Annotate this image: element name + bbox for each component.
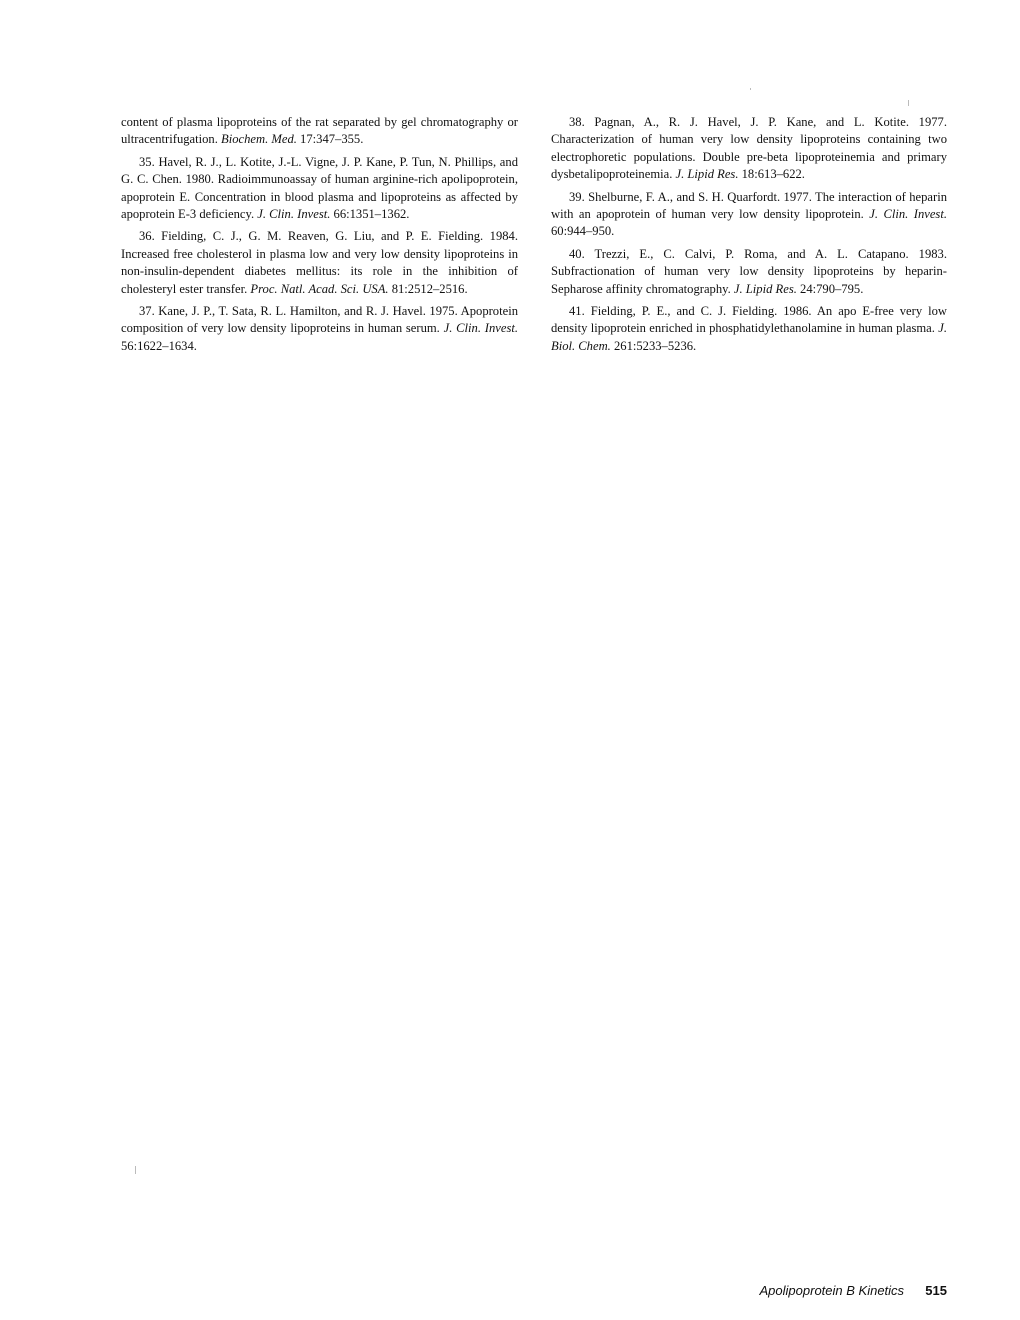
citation-volume-pages: 60:944–950. — [551, 224, 615, 239]
journal-name: J. Clin. Invest. — [443, 321, 518, 336]
journal-name: J. Clin. Invest. — [869, 207, 947, 222]
journal-name: J. Biol. Chem. — [551, 321, 947, 353]
page-number: 515 — [925, 1283, 947, 1298]
reference-text: 40. Trezzi, E., C. Calvi, P. Roma, and A. L. Catapano. 1983. Subfractionation of human very low density lipoproteins by heparin-Sepharose affinity chromatography. — [551, 246, 947, 296]
reference-text: 36. Fielding, C. J., G. M. Reaven, G. Liu, and P. E. Fielding. 1984. Increased free cholesterol in plasma low and very low density lipoproteins in non-insulin-dependent diabetes mellitus: its role in the inhibition of cholesteryl ester transfer. — [121, 229, 518, 296]
journal-name: Biochem. Med. — [221, 132, 297, 147]
reference-entry — [121, 228, 518, 298]
reference-entry — [551, 246, 947, 298]
reference-text: 38. Pagnan, A., R. J. Havel, J. P. Kane, and L. Kotite. 1977. Characterization of human very low density lipoproteins containing two electrophoretic populations. Double pre-beta lipoproteinemia and primary dysbetalipoproteinemia. — [551, 115, 947, 182]
reference-entry — [551, 189, 947, 241]
reference-text: 41. Fielding, P. E., and C. J. Fielding. 1986. An apo E-free very low density lipoprotein enriched in phosphatidylethanolamine in human plasma. — [551, 304, 947, 336]
citation-volume-pages: 261:5233–5236. — [610, 338, 697, 353]
citation-volume-pages: 56:1622–1634. — [121, 338, 197, 353]
scan-mark — [750, 88, 751, 90]
reference-text: 39. Shelburne, F. A., and S. H. Quarfordt. 1977. The interaction of heparin with an apoprotein of human very low density lipoprotein. — [551, 189, 947, 222]
journal-name: J. Lipid Res. — [675, 167, 739, 182]
reference-entry — [121, 114, 518, 149]
journal-name: Proc. Natl. Acad. Sci. USA. — [250, 281, 389, 296]
reference-text: 37. Kane, J. P., T. Sata, R. L. Hamilton, and R. J. Havel. 1975. Apoprotein composition of very low density lipoproteins in human serum. — [121, 304, 518, 336]
citation-volume-pages: 24:790–795. — [796, 281, 864, 296]
scan-mark — [908, 100, 909, 106]
reference-column-left — [121, 114, 518, 360]
reference-entry — [551, 114, 947, 184]
journal-name: J. Clin. Invest. — [257, 207, 331, 222]
page-footer — [600, 1283, 947, 1299]
citation-volume-pages: 66:1351–1362. — [330, 207, 410, 222]
reference-entry — [121, 154, 518, 224]
scan-mark — [135, 1166, 136, 1174]
citation-volume-pages: 17:347–355. — [296, 132, 364, 147]
reference-entry — [121, 303, 518, 355]
journal-name: J. Lipid Res. — [733, 281, 797, 296]
reference-text: content of plasma lipoproteins of the rat separated by gel chromatography or ultracentrifugation. — [121, 115, 518, 147]
citation-volume-pages: 81:2512–2516. — [388, 281, 468, 296]
reference-column-right — [551, 114, 947, 360]
citation-volume-pages: 18:613–622. — [738, 167, 805, 182]
running-head: Apolipoprotein B Kinetics — [759, 1283, 905, 1298]
reference-text: 35. Havel, R. J., L. Kotite, J.-L. Vigne, J. P. Kane, P. Tun, N. Phillips, and G. C. Chen. 1980. Radioimmunoassay of human arginine-rich apolipoprotein, apoprotein E. Concentration in blood plasma and lipoproteins as affected by apoprotein E-3 deficiency. — [121, 154, 518, 222]
reference-entry — [551, 303, 947, 355]
